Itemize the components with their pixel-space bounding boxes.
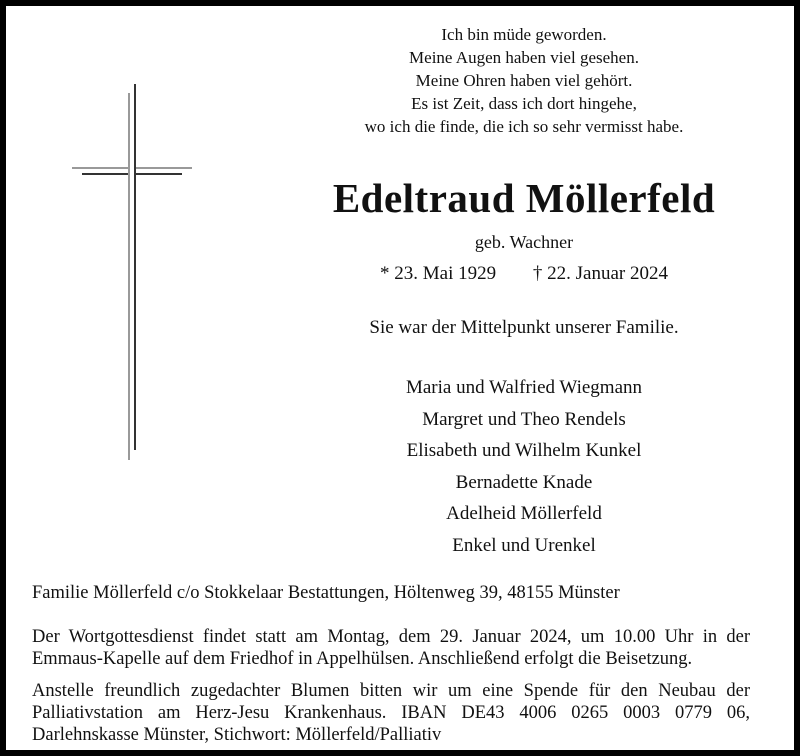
motto: Sie war der Mittelpunkt unserer Familie. bbox=[369, 317, 679, 338]
life-dates bbox=[264, 263, 784, 285]
service-info: Der Wortgottesdienst findet statt am Montag, dem 29. Januar 2024, um 10.00 Uhr in der Emmaus-Kapelle auf dem Friedhof in Appelhülsen. Anschließend erfolgt die Beisetzung. bbox=[32, 627, 750, 669]
mourner: Elisabeth und Wilhelm Kunkel bbox=[406, 440, 642, 461]
mourner: Margret und Theo Rendels bbox=[422, 408, 626, 430]
birth-date: * 23. Mai 1929 bbox=[380, 263, 497, 284]
family-address: Familie Möllerfeld c/o Stokkelaar Bestattungen, Höltenweg 39, 48155 Münster bbox=[32, 583, 620, 603]
poem bbox=[264, 23, 784, 138]
poem-line: Meine Augen haben viel gesehen. bbox=[409, 48, 639, 67]
poem-line: Ich bin müde geworden. bbox=[441, 25, 607, 44]
maiden-name: geb. Wachner bbox=[474, 232, 574, 252]
poem-line: Meine Ohren haben viel gehört. bbox=[415, 71, 633, 90]
mourners-list bbox=[264, 372, 784, 561]
mourner: Maria und Walfried Wiegmann bbox=[405, 377, 642, 398]
mourner: Enkel und Urenkel bbox=[452, 534, 596, 556]
poem-line: wo ich die finde, die ich so sehr vermisst habe. bbox=[364, 117, 684, 136]
donation-info: Anstelle freundlich zugedachter Blumen bitten wir um eine Spende für den Neubau der Palliativstation am Herz-Jesu Krankenhaus. IBAN DE43 4006 0265 0003 0779 06, Darlehnskasse Münster, Stichwort: Möllerfeld/Palliativ bbox=[32, 681, 750, 745]
poem-line: Es ist Zeit, dass ich dort hingehe, bbox=[411, 94, 637, 113]
mourner: Adelheid Möllerfeld bbox=[446, 503, 602, 524]
death-date: † 22. Januar 2024 bbox=[532, 263, 668, 284]
mourner: Bernadette Knade bbox=[455, 471, 593, 493]
deceased-name: Edeltraud Möllerfeld bbox=[332, 175, 716, 221]
